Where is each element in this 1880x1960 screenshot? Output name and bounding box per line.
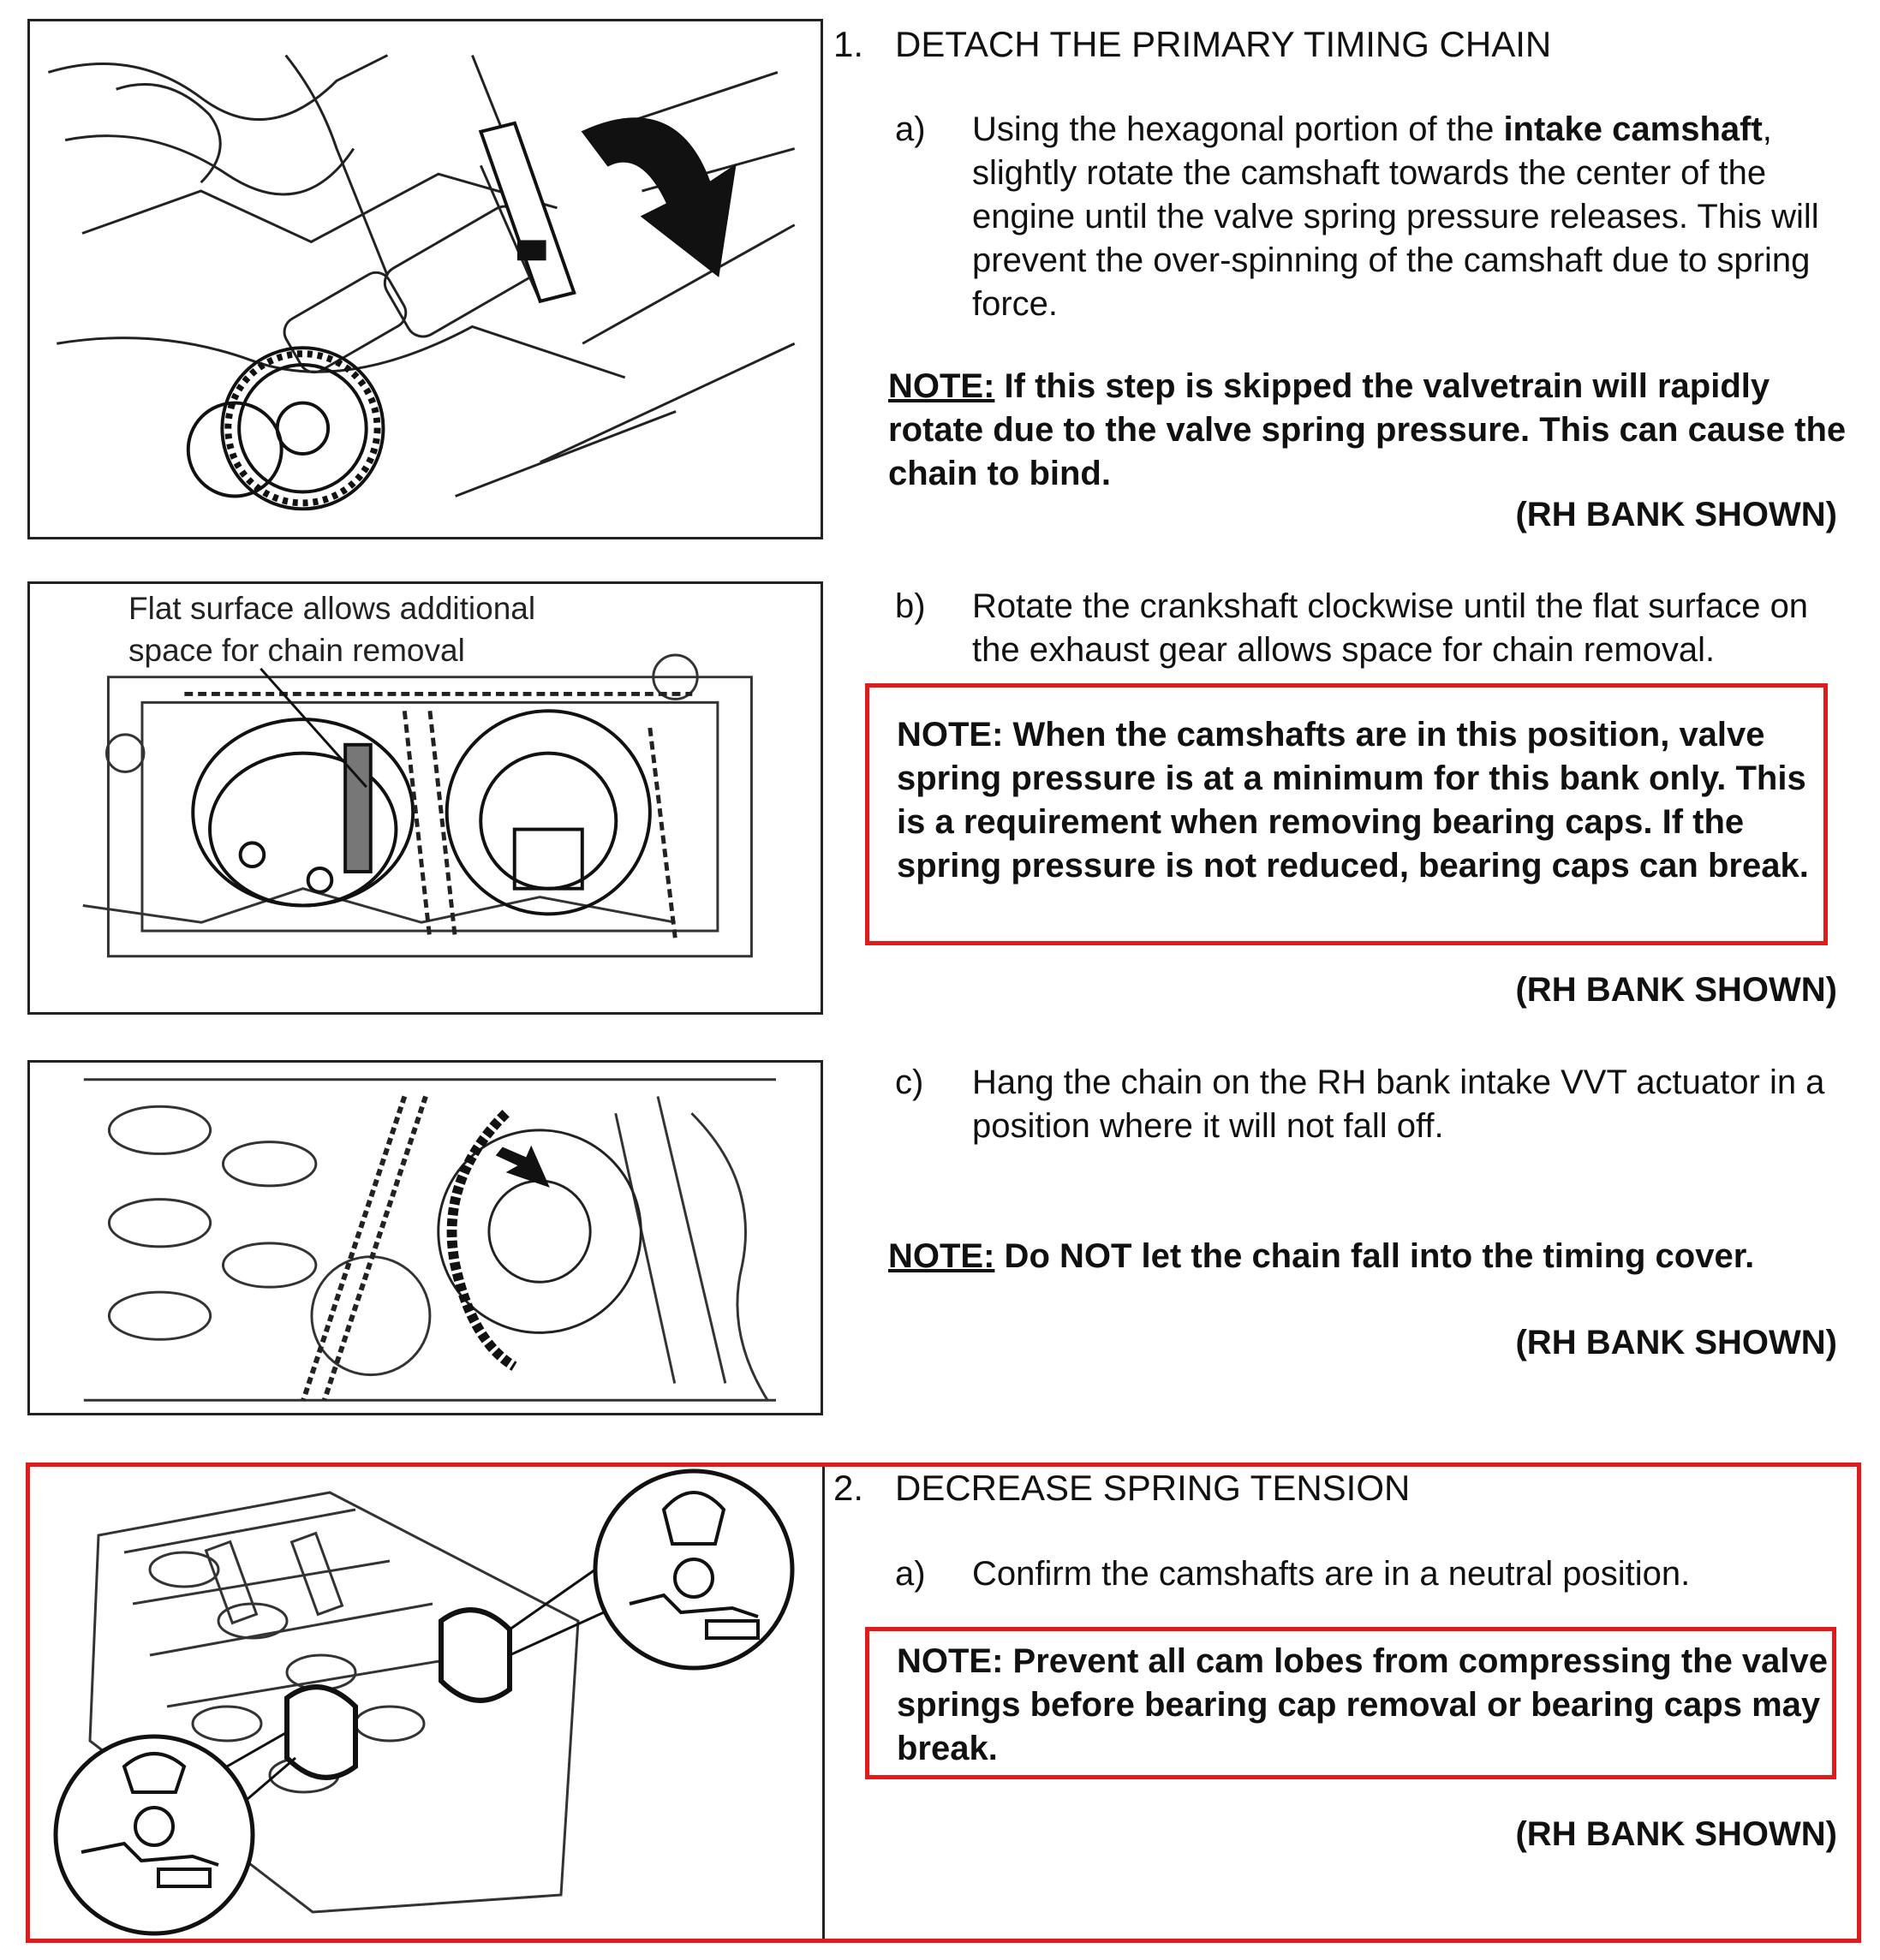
step-2a-letter: a) bbox=[895, 1555, 926, 1593]
step-1a-text bbox=[972, 108, 1820, 326]
section-2-number: 2. bbox=[833, 1468, 864, 1508]
caption-1b: (RH BANK SHOWN) bbox=[1515, 971, 1837, 1009]
engine-camshaft-illustration bbox=[30, 21, 821, 537]
step-1a-text-bold: intake camshaft bbox=[1503, 110, 1763, 148]
figure-chain-hang-on-vvt bbox=[27, 1060, 823, 1415]
step-1b-text: Rotate the crankshaft clockwise until the flat surface on the exhaust gear allows space for chain removal. bbox=[972, 587, 1809, 669]
figure-b-callout: Flat surface allows additional space for chain removal bbox=[128, 591, 536, 668]
note-1c-text: Do NOT let the chain fall into the timing cover. bbox=[994, 1237, 1755, 1275]
cylinder-head-illustration bbox=[30, 1467, 822, 1939]
step-1c-text: Hang the chain on the RH bank intake VVT actuator in a position where it will not fall off. bbox=[972, 1063, 1825, 1145]
caption-1a: (RH BANK SHOWN) bbox=[1515, 496, 1837, 533]
step-2a-text: Confirm the camshafts are in a neutral position. bbox=[972, 1555, 1691, 1593]
figure-intake-camshaft-rotation bbox=[27, 19, 823, 539]
step-1a-text-post: , slightly rotate the camshaft towards the center of the engine until the valve spring pressure releases. This will prevent the over-spinning of the camshaft due to spring force. bbox=[972, 110, 1819, 323]
step-1c-letter: c) bbox=[895, 1063, 924, 1101]
note-1b-box bbox=[865, 683, 1828, 945]
section-2-divider bbox=[822, 1467, 825, 1939]
note-2a-box bbox=[865, 1627, 1836, 1779]
step-1b-letter: b) bbox=[895, 587, 926, 625]
note-1c-label: NOTE: bbox=[888, 1237, 995, 1275]
note-1a-text: If this step is skipped the valvetrain will rapidly rotate due to the valve spring pressure. This can cause the chain to bind. bbox=[888, 367, 1847, 492]
note-1a bbox=[888, 365, 1856, 496]
caption-2a: (RH BANK SHOWN) bbox=[1515, 1815, 1837, 1853]
caption-1c: (RH BANK SHOWN) bbox=[1515, 1324, 1837, 1361]
step-1a-text-pre: Using the hexagonal portion of the bbox=[972, 110, 1504, 148]
note-2a-text: NOTE: Prevent all cam lobes from compressing the valve springs before bearing cap removal or bearing caps may break. bbox=[897, 1642, 1829, 1767]
section-1-number: 1. bbox=[833, 24, 864, 64]
note-1a-label: NOTE: bbox=[888, 367, 995, 405]
figure-exhaust-gear-flat-surface bbox=[27, 581, 823, 1015]
step-1a-letter: a) bbox=[895, 110, 926, 148]
note-1c bbox=[888, 1235, 1856, 1278]
section-1-title: DETACH THE PRIMARY TIMING CHAIN bbox=[895, 24, 1552, 64]
figure-camshaft-neutral-position bbox=[30, 1467, 822, 1939]
section-2-title: DECREASE SPRING TENSION bbox=[895, 1468, 1411, 1508]
note-1b-text: NOTE: When the camshafts are in this position, valve spring pressure is at a minimum for this bank only. This is a requirement when removing bearing caps. If the spring pressure is not reduced, bearing caps can break. bbox=[897, 716, 1809, 885]
vvt-actuator-illustration bbox=[30, 1063, 821, 1413]
